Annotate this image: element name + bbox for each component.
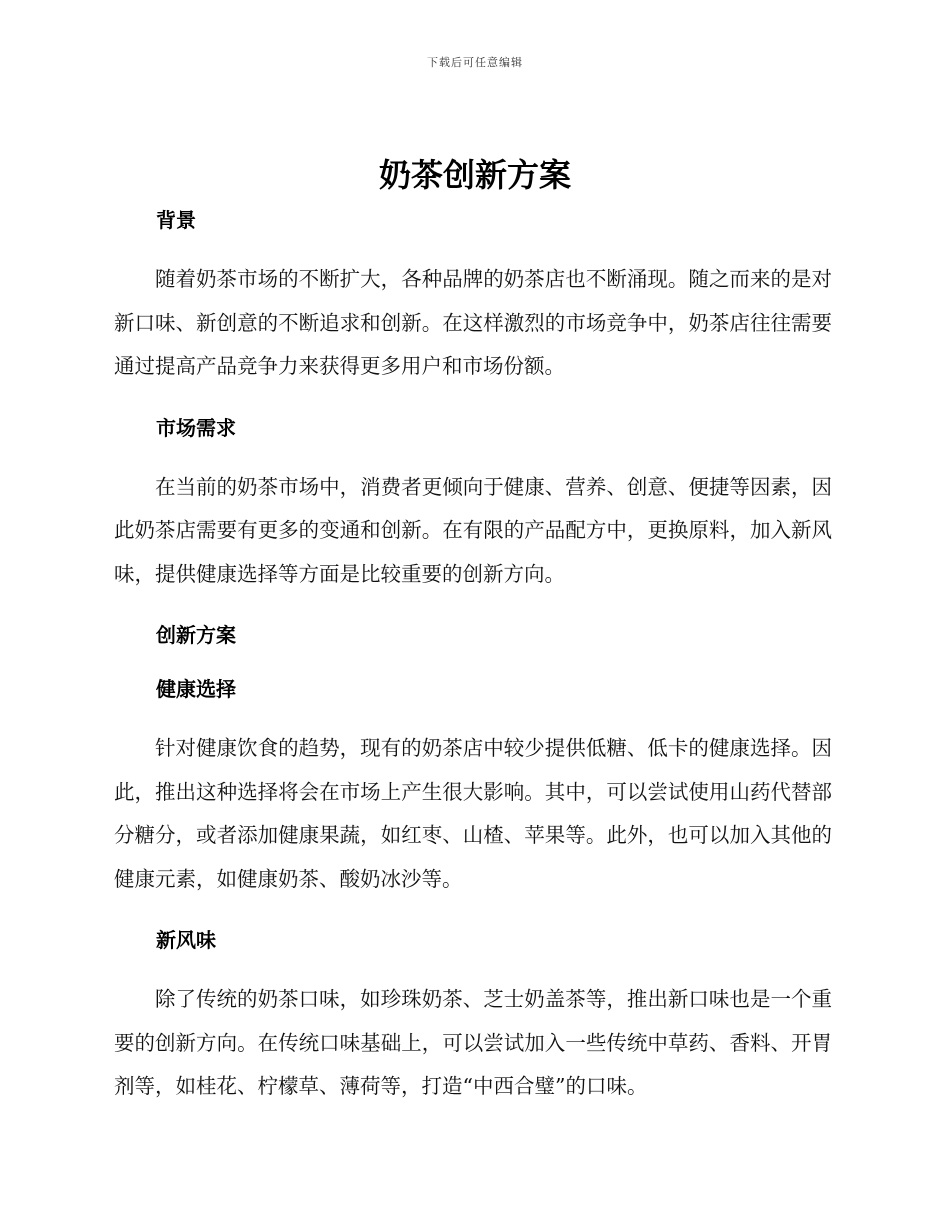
section-heading-healthy-choice: 健康选择	[156, 677, 236, 701]
document-title: 奶茶创新方案	[378, 156, 571, 194]
section-heading-innovation-plan: 创新方案	[156, 623, 236, 647]
paragraph-background: 随着奶茶市场的不断扩大，各种品牌的奶茶店也不断涌现。随之而来的是对新口味、新创意的不断追求和创新。在这样激烈的市场竞争中，奶茶店往往需要通过提高产品竞争力来获得更多用户和市场份额。	[114, 267, 832, 378]
page-header-note: 下载后可任意编辑	[427, 56, 523, 69]
document-body	[114, 204, 832, 1109]
section-heading-new-flavor: 新风味	[156, 928, 216, 952]
section-heading-market-demand: 市场需求	[156, 415, 236, 440]
section-heading-background: 背景	[156, 208, 196, 232]
paragraph-market-demand: 在当前的奶茶市场中，消费者更倾向于健康、营养、创意、便捷等因素，因此奶茶店需要有更多的变通和创新。在有限的产品配方中，更换原料，加入新风味，提供健康选择等方面是比较重要的创新方向。	[114, 474, 832, 586]
paragraph-healthy-choice: 针对健康饮食的趋势，现有的奶茶店中较少提供低糖、低卡的健康选择。因此，推出这种选择将会在市场上产生很大影响。其中，可以尝试使用山药代替部分糖分，或者添加健康果蔬，如红枣、山楂、苹果等。此外，也可以加入其他的健康元素，如健康奶茶、酸奶冰沙等。	[114, 736, 832, 891]
paragraph-new-flavor: 除了传统的奶茶口味，如珍珠奶茶、芝士奶盖茶等，推出新口味也是一个重要的创新方向。在传统口味基础上，可以尝试加入一些传统中草药、香料、开胃剂等，如桂花、柠檬草、薄荷等，打造“中西合璧”的口味。	[114, 987, 832, 1098]
